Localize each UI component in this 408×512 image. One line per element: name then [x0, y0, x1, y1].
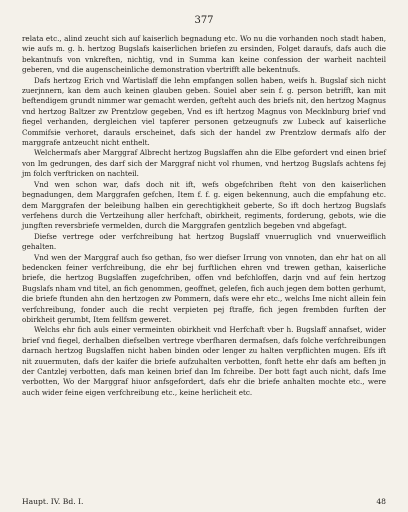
footer-signature: Haupt. IV. Bd. I.: [22, 497, 84, 506]
paragraph: Dafs hertzog Erich vnd Wartislaff die lehn empfangen sollen haben, weifs h. Bugslaf sich nicht zuerjnnern, kan dem auch keinen glauben geben. Souiel aber sein f. g. person betrifft, kan mit beftendigem grundt nimmer war gemacht werden, gefteht auch des briefs nit, den hertzog Magnus vnd hertzog Baltzer zw Prentzlow gegeben, Vnd es ift hertzog Magnus von Mecklnburg brief vnd fiegel verhanden, dergleichen viel tapferer personen getzeugnufs zw Lubeck auf kaiserliche Commifsie verhoret, darauls erscheinet, dafs sich der handel zw Prentzlow dermafs alfo der marggrafe antzeucht nicht enthelt.: [22, 75, 386, 148]
paragraph: Diefse vertrege oder verfchreibung hat hertzog Bugslaff vnuerruglich vnd vnuerweiflich gehalten.: [22, 231, 386, 252]
page-footer: [22, 497, 386, 506]
footer-folio: 48: [376, 497, 386, 506]
paragraph: Welchermafs aber Marggraf Albrecht hertzog Bugslaffen ahn die Elbe gefordert vnd einen brief von Im gedrungen, des darf sich der Marggraf nicht vol rhumen, vnd hertzog Bugslafs achtens fej jm folch verftricken on nachteil.: [22, 148, 386, 179]
paragraph: Vnd wen der Marggraf auch fso gethan, fso wer diefser Irrung von vnnoten, dan ehr hat on all bedencken feiner verfchreibung, die ehr bej furftlichen ehren vnd trewen gethan, kaiserliche briefe, die hertzog Bugslaffen zugefchriben, offen vnd befchloffen, darjn vnd auf fein hertzog Bugslafs nham vnd titel, an fich genommen, geoffnet, gelefen, fich auch jegen dem botten gerhumt, die briefe ftunden ahn den hertzogen zw Pommern, dafs were ehr etc., welchs Ime nicht allein fein verfchreibung, fonder auch die recht verpieten pej ftraffe, fich jegen frembden furften der obirkheit gerumbt, Item fellfsm geweret.: [22, 252, 387, 324]
paragraph: Vnd wen schon war, dafs doch nit ift, wefs obgefchriben fteht von den kaiserlichen begnadungen, dem Marggrafen gefchen, Item f. f. g. eigen bekennung, auch die empfahung etc. dem Marggrafen der beleibung halben ein gerechtigkheit geberte, So ift doch hertzog Bugslafs verfehens durch die Vertzeihung aller herfchaft, obirkheit, regiments, forderung, gebots, wie die jungften reversbriefe vermelden, durch die Marggrafen gentzlich begeben vnd abgefagt.: [22, 179, 386, 231]
paragraph: relata etc., alind zeucht sich auf kaiserlich begnadung etc. Wo nu die vorhanden noch stadt haben, wie aufs m. g. h. hertzog Bugslafs kaiserlichen briefen zu ersinden, Folget daraufs, dafs auch die bekantnufs von vnkreften, nichtig, vnd in Summa kan keine confession der warheit nachteil geberen, vnd die augenscheinliche demonstration vbertrifft alle bekentnufs.: [22, 34, 386, 75]
paragraph: Welchs ehr fich auls einer vermeinten obirkheit vnd Herfchaft vber h. Bugslaff annafset, wider brief vnd fiegel, derhalben diefselben vertrege vberfharen dermafsen, dafs folche verfchreibungen darnach hertzog Bugslaffen nicht haben binden oder lenger zu halten verpflichten mugen. Efs ift nit zuuermuten, dafs der kaifer die briefe aufzuhalten verbotten, fonft hette ehr dafs am beften jn der Cantzlej verbotten, dafs man keinen brief dan Im fchreibe. Der bott fagt auch nicht, dafs Ime verbotten, Wo der Marggraf hiuor anfsgefordert, dafs ehr die briefe anhalten mochte etc., were auch wider feine eigen verfchreibung etc., keine herlicheit etc.: [22, 325, 386, 397]
page-number: 377: [194, 15, 214, 26]
